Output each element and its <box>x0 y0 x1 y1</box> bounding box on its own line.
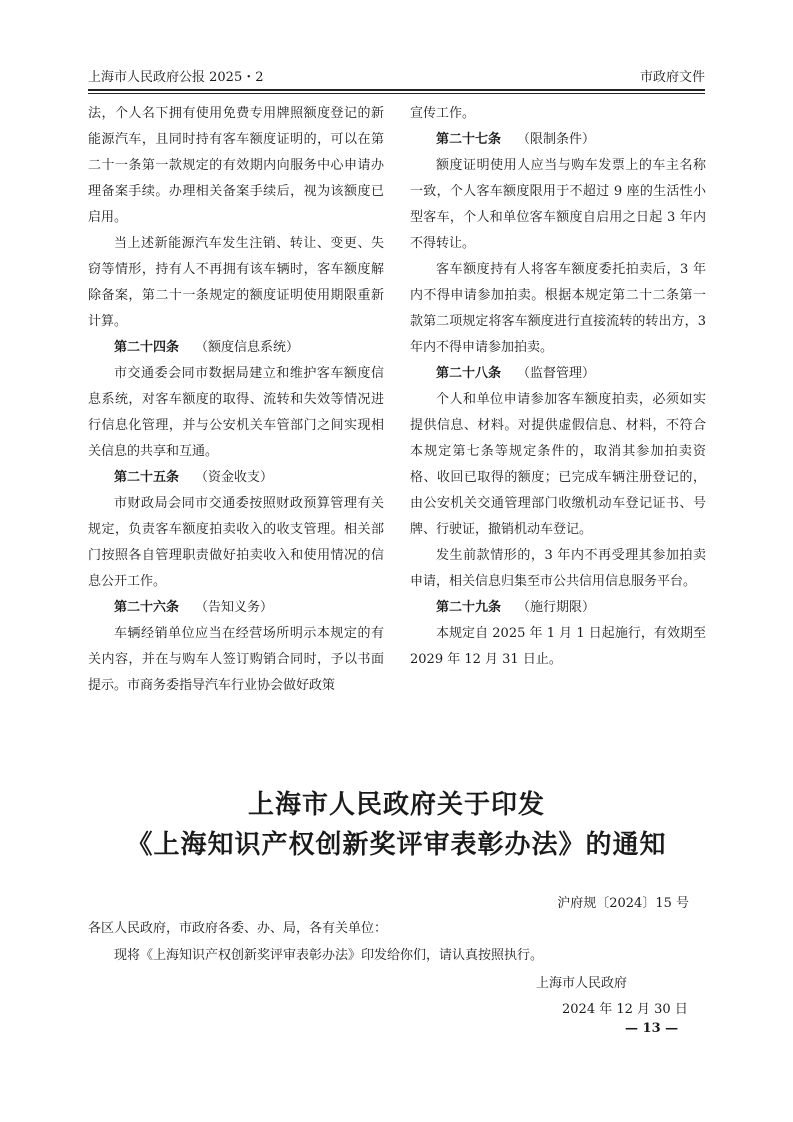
addressee: 各区人民政府，市政府各委、办、局，各有关单位： <box>88 921 388 936</box>
paragraph: 本规定自 2025 年 1 月 1 日起施行，有效期至 2029 年 12 月 31 日止。 <box>410 626 706 667</box>
paragraph: 客车额度持有人将客车额度委托拍卖后，3 年内不得申请参加拍卖。根据本规定第二十二条第一款第二项规定将客车额度进行直接流转的转出方，3 年内不得申请参加拍卖。 <box>410 262 706 355</box>
article-heading <box>88 335 384 361</box>
issue-date: 2024 年 12 月 30 日 <box>562 1002 688 1017</box>
article-subject: （额度信息系统） <box>195 340 300 355</box>
notice-body: 现将《上海知识产权创新奖评审表彰办法》印发给你们，请认真按照执行。 <box>114 948 544 963</box>
paragraph-continuation: 法，个人名下拥有使用免费专用牌照额度登记的新能源汽车，且同时持有客车额度证明的，可以在第二十一条第一款规定的有效期内向服务中心申请办理备案手续。办理相关备案手续后，视为该额度已启用。 <box>88 106 384 225</box>
left-column <box>88 101 384 699</box>
gazette-title: 上海市人民政府公报 2025・2 <box>88 70 264 85</box>
section-label: 市政府文件 <box>639 70 705 85</box>
article-heading <box>88 465 384 491</box>
article-heading <box>410 595 706 621</box>
paragraph: 发生前款情形的，3 年内不再受理其参加拍卖申请，相关信息归集至市公共信用信息服务平台。 <box>410 548 706 589</box>
article-number: 第二十七条 <box>436 132 502 147</box>
paragraph: 车辆经销单位应当在经营场所明示本规定的有关内容，并在与购车人签订购销合同时，予以书面提示。市商务委指导汽车行业协会做好政策 <box>88 626 384 693</box>
paragraph: 当上述新能源汽车发生注销、转让、变更、失窃等情形，持有人不再拥有该车辆时，客车额度解除备案，第二十一条规定的额度证明使用期限重新计算。 <box>88 236 384 329</box>
notice-title-line2: 《上海知识产权创新奖评审表彰办法》的通知 <box>126 830 667 860</box>
article-number: 第二十八条 <box>436 366 502 381</box>
article-number: 第二十五条 <box>114 470 180 485</box>
notice-title-line1: 上海市人民政府关于印发 <box>247 790 545 820</box>
right-column <box>410 101 706 673</box>
article-heading <box>88 595 384 621</box>
article-subject: （资金收支） <box>195 470 274 485</box>
article-subject: （施行期限） <box>517 600 596 615</box>
issuer: 上海市人民政府 <box>536 976 628 991</box>
running-header <box>88 66 705 86</box>
article-number: 第二十九条 <box>436 600 502 615</box>
header-rule-thin <box>88 93 705 94</box>
paragraph: 额度证明使用人应当与购车发票上的车主名称一致，个人客车额度限用于不超过 9 座的生活性小型客车，个人和单位客车额度自启用之日起 3 年内不得转让。 <box>410 158 706 251</box>
paragraph: 市交通委会同市数据局建立和维护客车额度信息系统，对客车额度的取得、流转和失效等情况进行信息化管理，并与公安机关车管部门之间实现相关信息的共享和互通。 <box>88 366 384 459</box>
article-number: 第二十六条 <box>114 600 180 615</box>
article-heading <box>410 361 706 387</box>
document-number: 沪府规〔2024〕15 号 <box>557 896 689 911</box>
article-subject: （限制条件） <box>517 132 596 147</box>
article-number: 第二十四条 <box>114 340 180 355</box>
header-rule-thick <box>88 89 705 91</box>
article-heading <box>410 127 706 153</box>
article-subject: （监督管理） <box>517 366 596 381</box>
paragraph-continuation: 宣传工作。 <box>410 106 476 121</box>
page-number: — 13 — <box>625 1021 679 1036</box>
paragraph: 个人和单位申请参加客车额度拍卖，必须如实提供信息、材料。对提供虚假信息、材料，不符合本规定第七条等规定条件的，取消其参加拍卖资格、收回已取得的额度；已完成车辆注册登记的，由公安机关交通管理部门收缴机动车登记证书、号牌、行驶证，撤销机动车登记。 <box>410 392 706 537</box>
paragraph: 市财政局会同市交通委按照财政预算管理有关规定，负责客车额度拍卖收入的收支管理。相关部门按照各自管理职责做好拍卖收入和使用情况的信息公开工作。 <box>88 496 384 589</box>
article-subject: （告知义务） <box>195 600 274 615</box>
